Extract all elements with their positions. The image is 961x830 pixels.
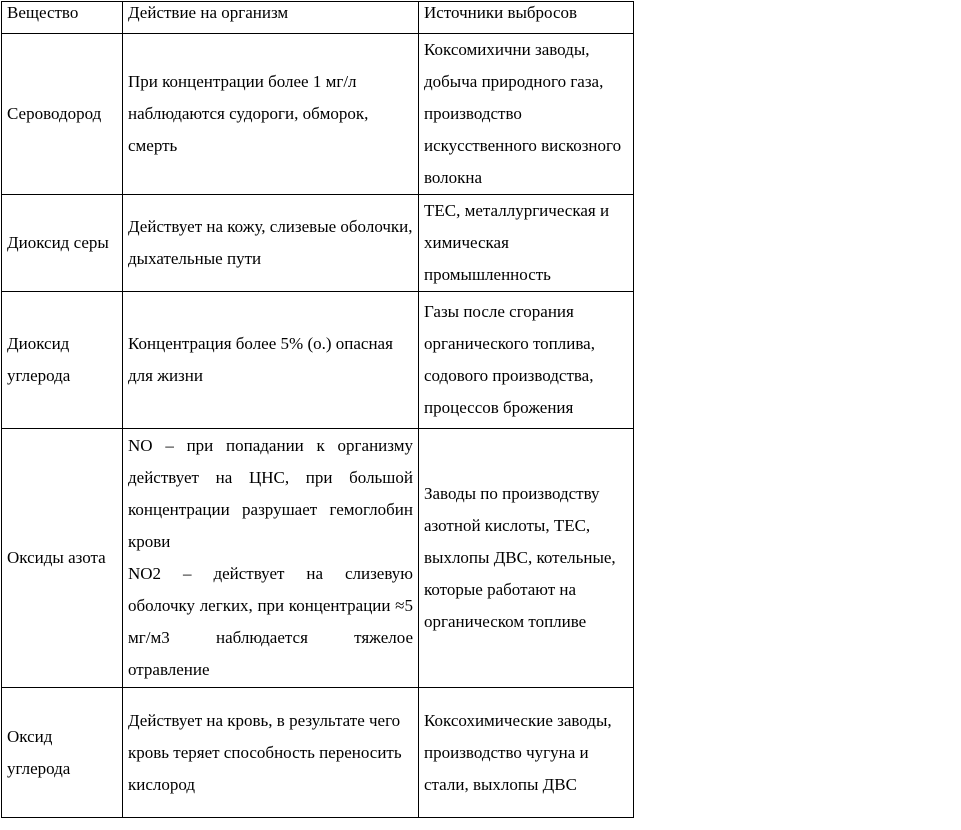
effect-cell: Концентрация более 5% (о.) опасная для жизни <box>123 292 419 429</box>
substance-cell: Оксид углерода <box>2 688 123 818</box>
header-substance: Вещество <box>2 2 123 34</box>
effect-cell: При концентрации более 1 мг/л наблюдаются судороги, обморок, смерть <box>123 34 419 195</box>
table-header-row <box>2 2 634 34</box>
table-row <box>2 688 634 818</box>
sources-cell: Газы после сгорания органического топлива, содового производства, процессов брожения <box>419 292 634 429</box>
effect-no-paragraph: NO – при попадании к организму действует на ЦНС, при большой концентрации разрушает гемоглобин крови <box>128 436 413 551</box>
table-row <box>2 292 634 429</box>
substance-cell: Диоксид углерода <box>2 292 123 429</box>
table-row <box>2 34 634 195</box>
sources-cell: Заводы по производству азотной кислоты, ТЕС, выхлопы ДВС, котельные, которые работают на органическом топливе <box>419 429 634 688</box>
table-row <box>2 429 634 688</box>
effect-no2-paragraph: NO2 – действует на слизевую оболочку легких, при концентрации ≈5 мг/м3 наблюдается тяжелое отравление <box>128 564 413 679</box>
header-sources: Источники выбросов <box>419 2 634 34</box>
substances-table <box>1 1 634 818</box>
substance-cell: Сероводород <box>2 34 123 195</box>
substance-cell: Оксиды азота <box>2 429 123 688</box>
effect-cell <box>123 429 419 688</box>
effect-cell: Действует на кровь, в результате чего кровь теряет способность переносить кислород <box>123 688 419 818</box>
table-row <box>2 195 634 292</box>
sources-cell: Коксохимические заводы, производство чугуна и стали, выхлопы ДВС <box>419 688 634 818</box>
substance-cell: Диоксид серы <box>2 195 123 292</box>
effect-cell: Действует на кожу, слизевые оболочки, дыхательные пути <box>123 195 419 292</box>
header-effect: Действие на организм <box>123 2 419 34</box>
sources-cell: ТЕС, металлургическая и химическая промышленность <box>419 195 634 292</box>
sources-cell: Коксомихични заводы, добыча природного газа, производство искусственного вискозного волокна <box>419 34 634 195</box>
